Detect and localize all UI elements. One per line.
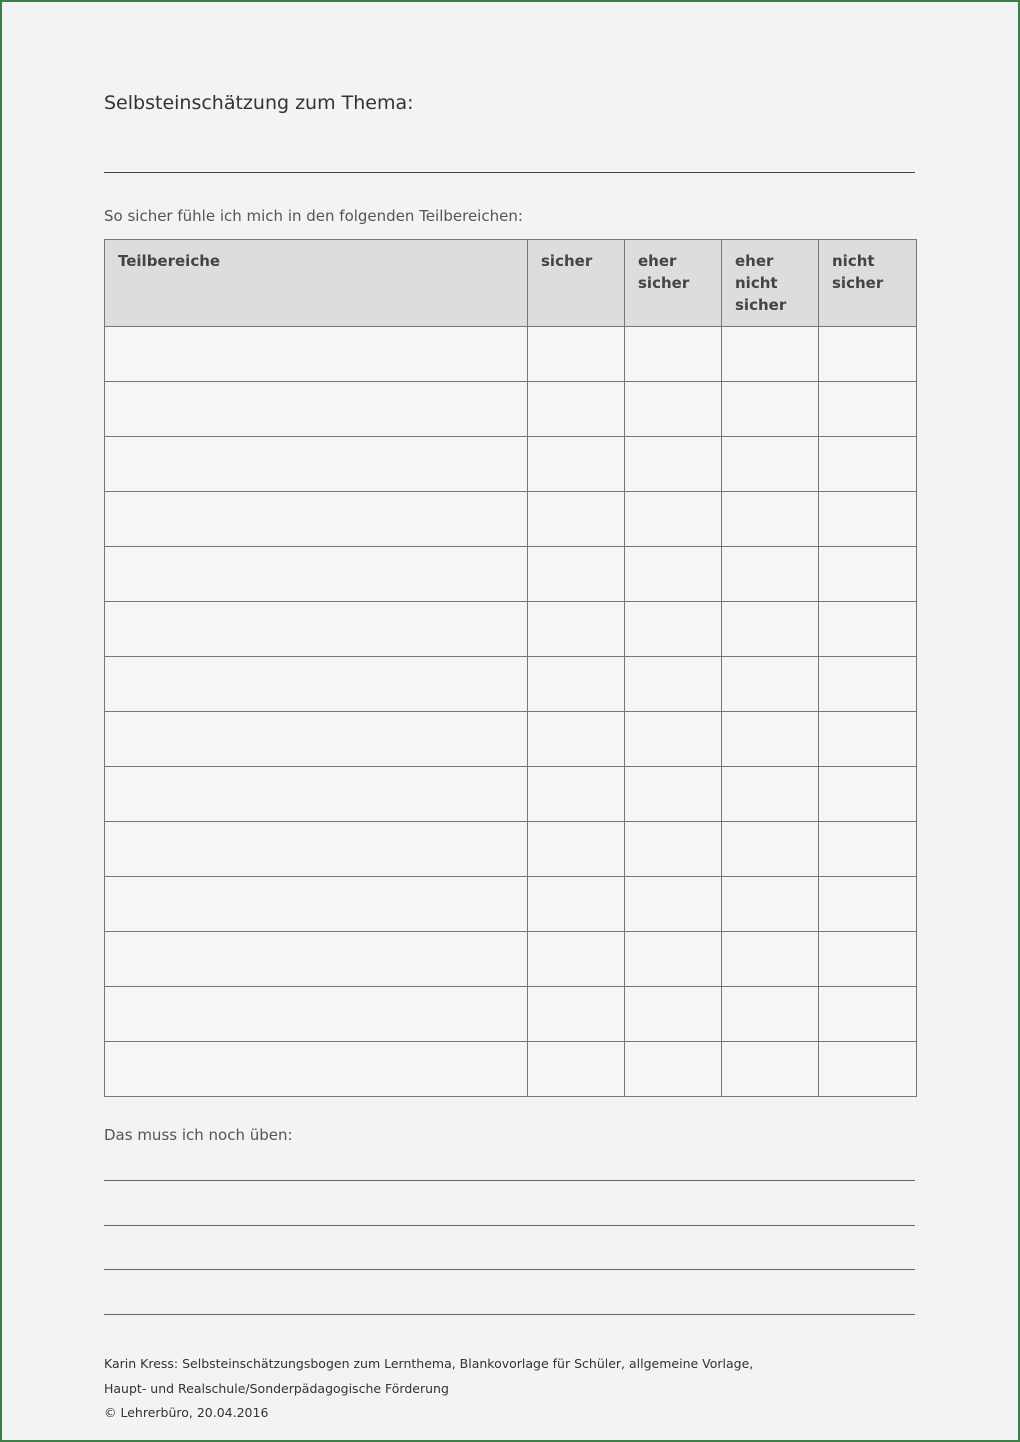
rating-cell[interactable]	[625, 767, 722, 822]
rating-cell[interactable]	[528, 437, 625, 492]
rating-cell[interactable]	[528, 987, 625, 1042]
rating-cell[interactable]	[625, 602, 722, 657]
table-row	[105, 327, 917, 382]
rating-cell[interactable]	[722, 987, 819, 1042]
table-row	[105, 547, 917, 602]
rating-cell[interactable]	[819, 602, 917, 657]
rating-cell[interactable]	[722, 437, 819, 492]
table-row	[105, 492, 917, 547]
rating-cell[interactable]	[819, 767, 917, 822]
rating-cell[interactable]	[722, 1042, 819, 1097]
rating-cell[interactable]	[625, 382, 722, 437]
teilbereich-cell[interactable]	[105, 492, 528, 547]
footer-line-1: Karin Kress: Selbsteinschätzungsbogen zum Lernthema, Blankovorlage für Schüler, allgemeine Vorlage,	[104, 1356, 754, 1371]
rating-cell[interactable]	[528, 932, 625, 987]
teilbereich-cell[interactable]	[105, 932, 528, 987]
header-eher-nicht-sicher: eher nicht sicher	[722, 240, 819, 327]
rating-cell[interactable]	[722, 822, 819, 877]
page-title: Selbsteinschätzung zum Thema:	[104, 92, 414, 114]
teilbereich-cell[interactable]	[105, 437, 528, 492]
rating-cell[interactable]	[528, 1042, 625, 1097]
table-row	[105, 712, 917, 767]
rating-cell[interactable]	[625, 492, 722, 547]
rating-cell[interactable]	[819, 712, 917, 767]
self-assessment-table	[104, 239, 917, 1097]
rating-cell[interactable]	[722, 767, 819, 822]
rating-cell[interactable]	[819, 657, 917, 712]
rating-cell[interactable]	[528, 822, 625, 877]
rating-cell[interactable]	[722, 602, 819, 657]
teilbereich-cell[interactable]	[105, 767, 528, 822]
rating-cell[interactable]	[625, 1042, 722, 1097]
practice-writing-line	[104, 1225, 915, 1226]
rating-cell[interactable]	[625, 657, 722, 712]
table-row	[105, 437, 917, 492]
rating-cell[interactable]	[722, 382, 819, 437]
rating-cell[interactable]	[625, 987, 722, 1042]
teilbereich-cell[interactable]	[105, 877, 528, 932]
rating-cell[interactable]	[528, 877, 625, 932]
table-row	[105, 877, 917, 932]
rating-cell[interactable]	[625, 437, 722, 492]
rating-cell[interactable]	[722, 492, 819, 547]
rating-cell[interactable]	[722, 712, 819, 767]
rating-cell[interactable]	[819, 987, 917, 1042]
table-row	[105, 602, 917, 657]
footer-line-2: Haupt- und Realschule/Sonderpädagogische Förderung	[104, 1380, 449, 1396]
teilbereich-cell[interactable]	[105, 1042, 528, 1097]
rating-cell[interactable]	[625, 932, 722, 987]
rating-cell[interactable]	[625, 712, 722, 767]
practice-writing-line	[104, 1180, 915, 1181]
teilbereich-cell[interactable]	[105, 987, 528, 1042]
rating-cell[interactable]	[722, 327, 819, 382]
intro-text: So sicher fühle ich mich in den folgenden Teilbereichen:	[104, 207, 523, 225]
teilbereich-cell[interactable]	[105, 547, 528, 602]
teilbereich-cell[interactable]	[105, 327, 528, 382]
rating-cell[interactable]	[528, 657, 625, 712]
table-row	[105, 932, 917, 987]
table-row	[105, 1042, 917, 1097]
rating-cell[interactable]	[528, 382, 625, 437]
rating-cell[interactable]	[528, 547, 625, 602]
rating-cell[interactable]	[528, 602, 625, 657]
header-sicher: sicher	[528, 240, 625, 327]
rating-cell[interactable]	[819, 437, 917, 492]
practice-label: Das muss ich noch üben:	[104, 1126, 293, 1144]
footer-credits	[104, 1352, 753, 1426]
rating-cell[interactable]	[722, 657, 819, 712]
table-row	[105, 767, 917, 822]
rating-cell[interactable]	[819, 932, 917, 987]
rating-cell[interactable]	[819, 382, 917, 437]
rating-cell[interactable]	[625, 822, 722, 877]
footer-line-3: © Lehrerbüro, 20.04.2016	[104, 1405, 269, 1420]
rating-cell[interactable]	[819, 327, 917, 382]
rating-cell[interactable]	[528, 327, 625, 382]
rating-cell[interactable]	[722, 547, 819, 602]
table-header-row	[105, 240, 917, 327]
table-row	[105, 382, 917, 437]
rating-cell[interactable]	[722, 877, 819, 932]
rating-cell[interactable]	[625, 547, 722, 602]
rating-cell[interactable]	[625, 877, 722, 932]
teilbereich-cell[interactable]	[105, 822, 528, 877]
header-eher-sicher: eher sicher	[625, 240, 722, 327]
practice-writing-line	[104, 1269, 915, 1270]
topic-writing-line	[104, 172, 915, 173]
rating-cell[interactable]	[819, 547, 917, 602]
rating-cell[interactable]	[819, 492, 917, 547]
teilbereich-cell[interactable]	[105, 712, 528, 767]
table-row	[105, 657, 917, 712]
rating-cell[interactable]	[819, 1042, 917, 1097]
teilbereich-cell[interactable]	[105, 657, 528, 712]
rating-cell[interactable]	[528, 767, 625, 822]
rating-cell[interactable]	[528, 712, 625, 767]
rating-cell[interactable]	[819, 822, 917, 877]
rating-cell[interactable]	[722, 932, 819, 987]
header-teilbereiche: Teilbereiche	[105, 240, 528, 327]
table-row	[105, 987, 917, 1042]
rating-cell[interactable]	[625, 327, 722, 382]
teilbereich-cell[interactable]	[105, 602, 528, 657]
rating-cell[interactable]	[819, 877, 917, 932]
practice-writing-line	[104, 1314, 915, 1315]
header-nicht-sicher: nicht sicher	[819, 240, 917, 327]
rating-cell[interactable]	[528, 492, 625, 547]
table-row	[105, 822, 917, 877]
teilbereich-cell[interactable]	[105, 382, 528, 437]
